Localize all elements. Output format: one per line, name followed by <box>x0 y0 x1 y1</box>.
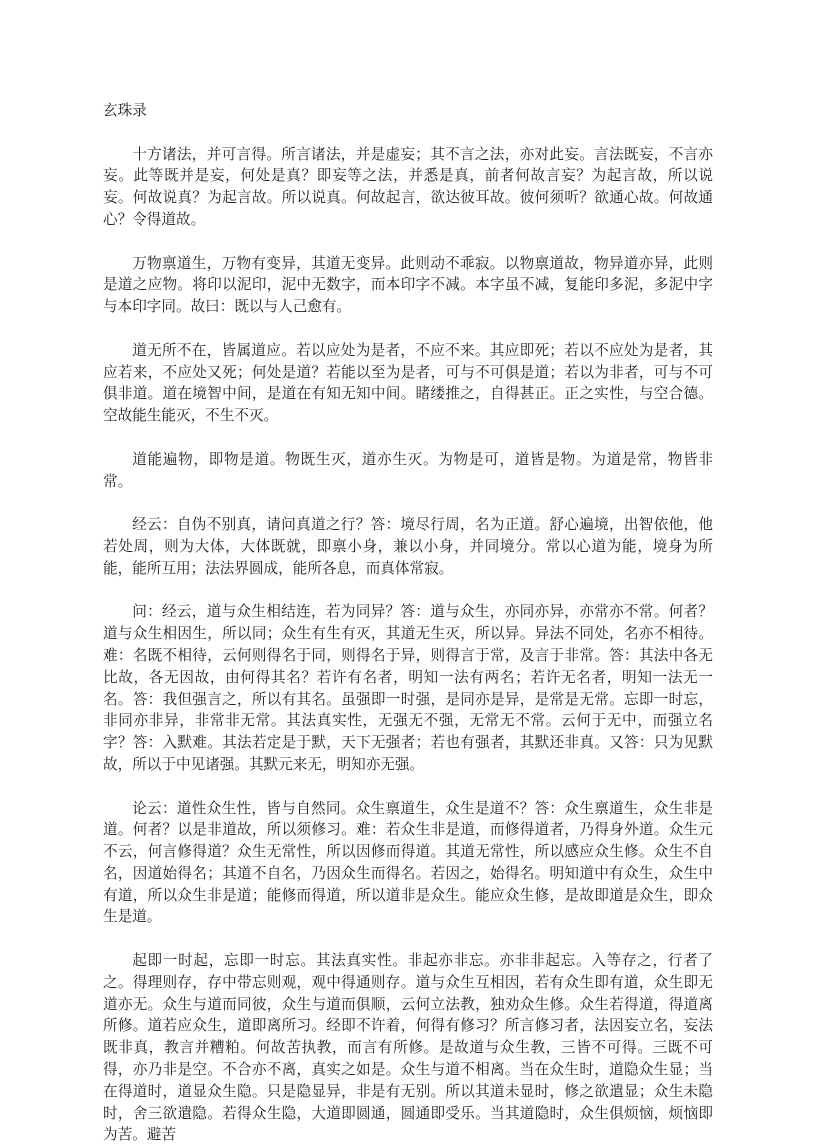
paragraph-5: 经云：自伪不别真，请问真道之行？答：境尽行周，名为正道。舒心遍境，出智依他，他若处周，则为大体，大体既就，即禀小身，兼以小身，并同境分。常以心道为能，境身为所能，能所互用；法法界圆成，能所各息，而真体常寂。 <box>103 517 713 577</box>
paragraph-4: 道能遍物，即物是道。物既生灭，道亦生灭。为物是可，道皆是物。为道是常，物皆非常。 <box>103 451 713 490</box>
paragraph-7: 论云：道性众生性，皆与自然同。众生禀道生，众生是道不？答：众生禀道生，众生非是道。何者？以是非道故，所以须修习。难：若众生非是道，而修得道者，乃得身外道。众生元不云，何言修得道？众生无常性，所以因修而得道。其道无常性，所以感应众生修。众生不自名，因道始得名；其道不自名，乃因众生而得名。若因之，始得名。明知道中有众生，众生中有道，所以众生非是道；能修而得道，所以道非是众生。能应众生修，是故即道是众生，即众生是道。 <box>103 800 713 926</box>
paragraph-6: 问：经云，道与众生相结连，若为同异？答：道与众生，亦同亦异，亦常亦不常。何者？道与众生相因生，所以同；众生有生有灭，其道无生灭，所以异。异法不同处，名亦不相待。难：名既不相待，云何则得名于同，则得名于异，则得言于常，及言于非常。答：其法中各无比故，各无因故，由何得其名？若许有名者，明知一法有两名；若许无名者，明知一法无一名。答：我但强言之，所以有其名。虽强即一时强，是同亦是异，是常是无常。忘即一时忘，非同亦非异，非常非无常。其法真实性，无强无不强，无常无不常。云何于无中，而强立名字？答：入默难。其法若定是于默，天下无强者；若也有强者，其默还非真。又答：只为见默故，所以于中见诸强。其默元来无，明知亦无强。 <box>103 604 713 773</box>
paragraph-2: 万物禀道生，万物有变异，其道无变异。此则动不乖寂。以物禀道故，物异道亦异，此则是道之应物。将印以泥印，泥中无数字，而本印字不减。本字虽不减，复能印多泥，多泥中字与本印字同。故曰：既以与人己愈有。 <box>103 255 713 316</box>
page-title: 玄珠录 <box>103 103 147 119</box>
paragraph-3: 道无所不在，皆属道应。若以应处为是者，不应不来。其应即死；若以不应处为是者，其应若来，不应处又死；何处是道？若能以至为是者，可与不可俱是道；若以为非者，可与不可俱非道。道在境智中间，是道在有知无知中间。睹缕推之，自得甚正。正之实性，与空合德。空故能生能灭，不生不灭。 <box>103 342 713 425</box>
paragraph-8: 起即一时起，忘即一时忘。其法真实性。非起亦非忘。亦非非起忘。入等存之，行者了之。得理则存，存中带忘则观，观中得通则存。道与众生互相因，若有众生即有道，众生即无道亦无。众生与道而同彼，众生与道而俱顺，云何立法教，独劝众生修。众生若得道，得道离所修。道若应众生，道即离所习。经即不许着，何得有修习？所言修习者，法因妄立名，妄法既非真，教言并糟粕。何故苦执教，而言有所修。是故道与众生教，三皆不可得。三既不可得，亦乃非是空。不合亦不离，真实之如是。众生与道不相离。当在众生时，道隐众生显；当在得道时，道显众生隐。只是隐显异，非是有无别。所以其道未显时，修之欲遣显；众生未隐时，舍三欲遣隐。若得众生隐，大道即圆通，圆通即受乐。当其道隐时，众生俱烦恼，烦恼即为苦。避苦 <box>103 953 713 1144</box>
paragraph-1: 十方诸法，并可言得。所言诸法，并是虚妄；其不言之法，亦对此妄。言法既妄，不言亦妄。此等既并是妄，何处是真？即妄等之法，并悉是真，前者何故言妄？为起言故，所以说妄。何故说真？为起言故。所以说真。何故起言，欲达彼耳故。彼何须听？欲通心故。何故通心？令得道故。 <box>103 146 713 228</box>
